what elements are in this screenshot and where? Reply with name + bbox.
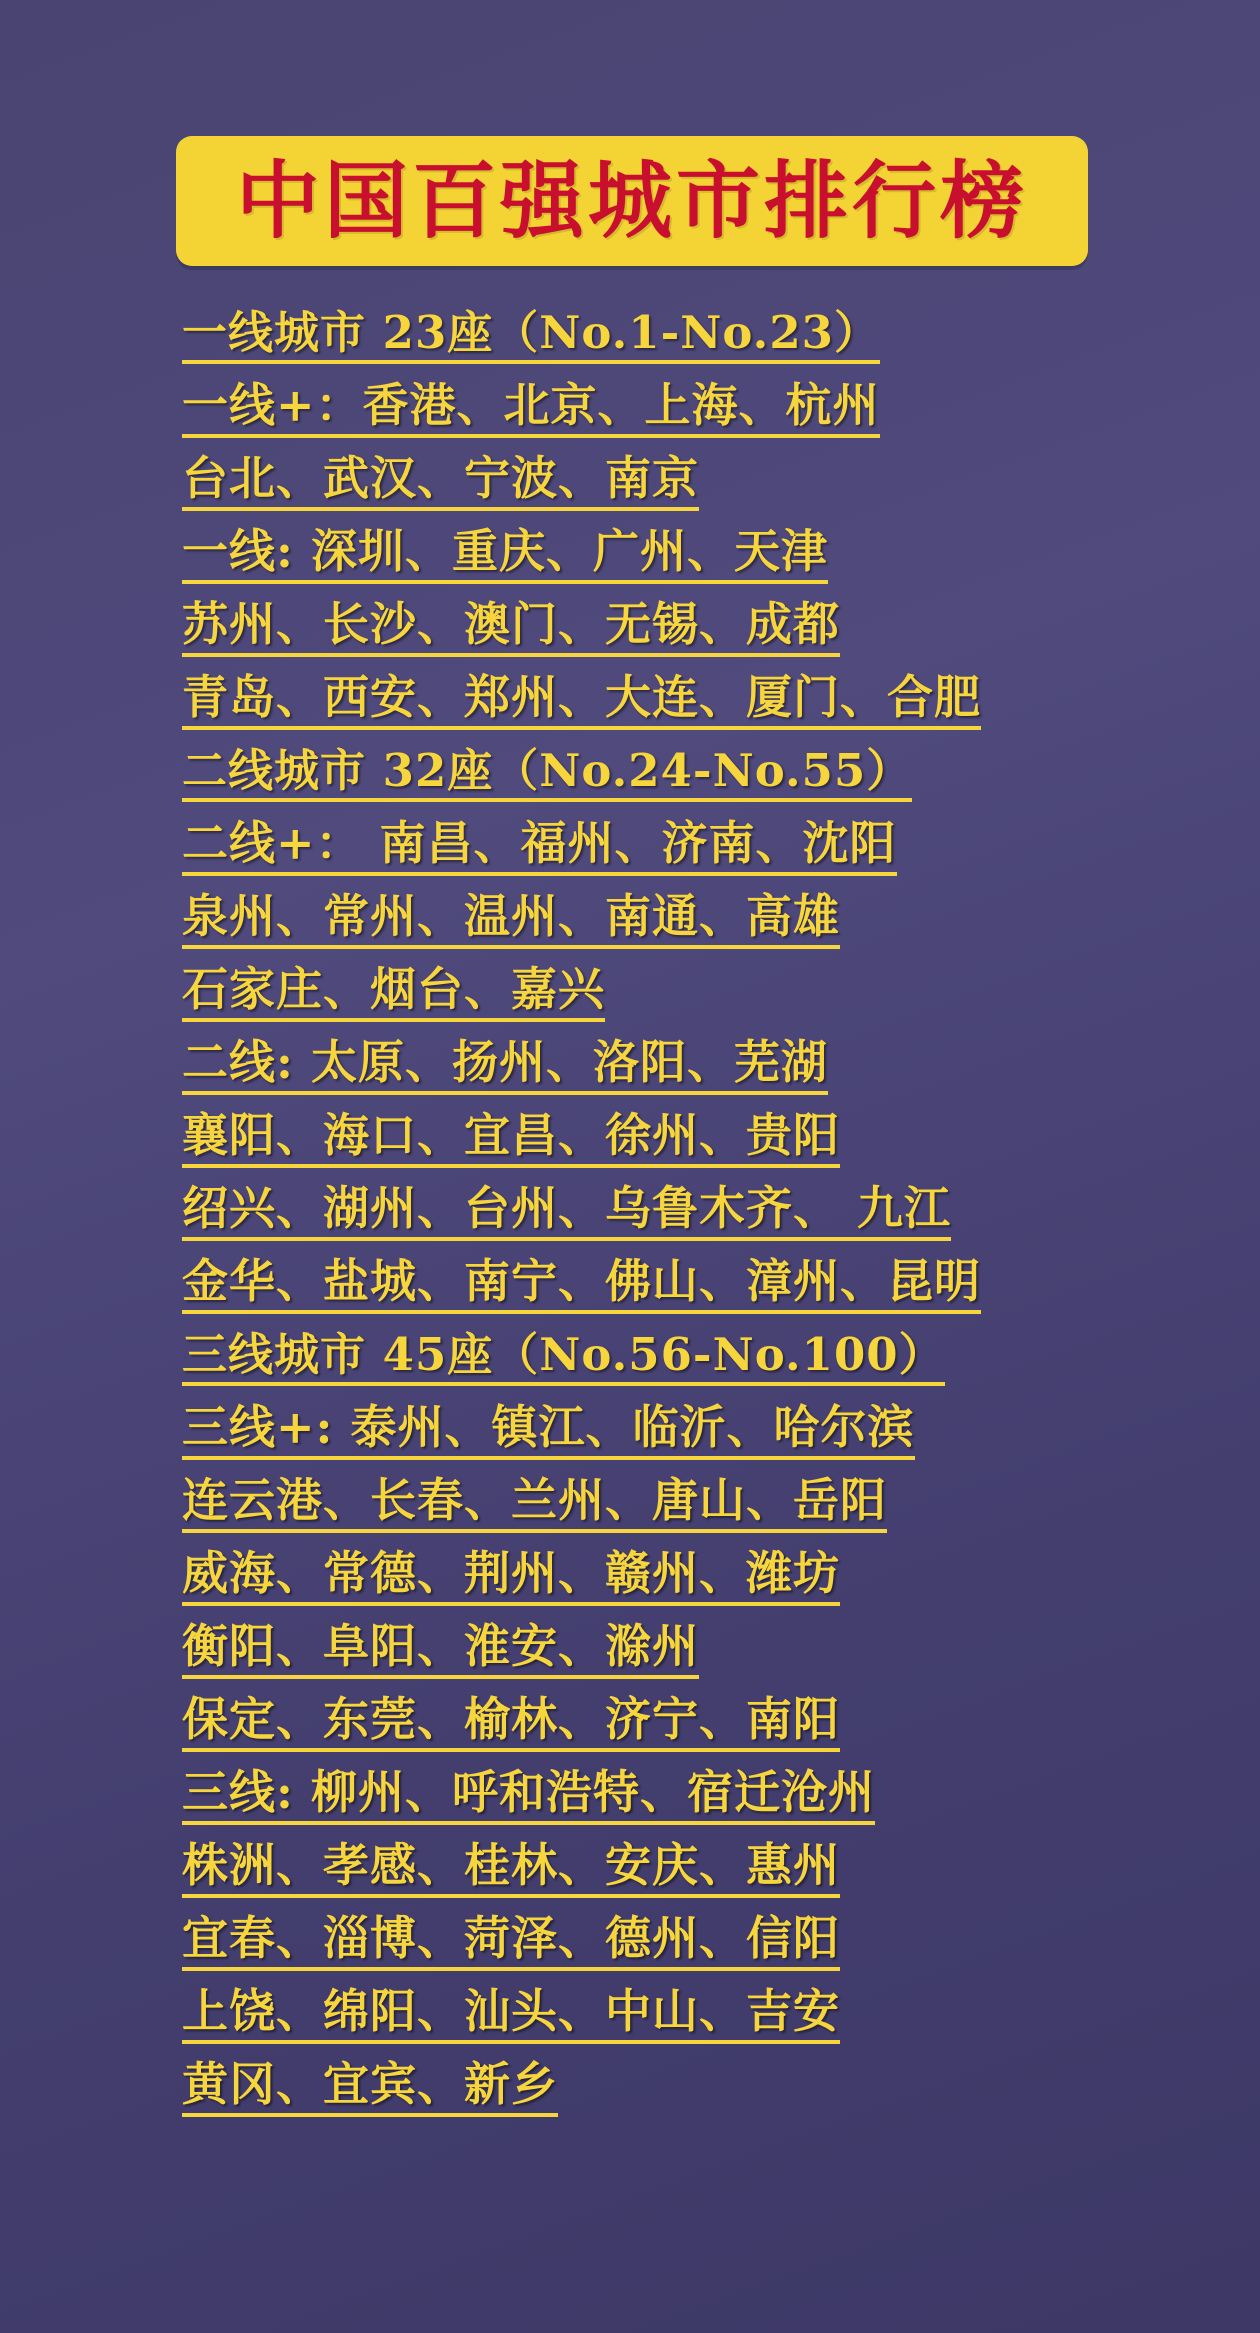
city-row-text: 三线+: 泰州、镇江、临沂、哈尔滨 [182, 1403, 915, 1459]
tier-heading-row [0, 738, 1260, 811]
city-row-text: 连云港、长春、兰州、唐山、岳阳 [182, 1476, 887, 1532]
city-row-text: 三线: 柳州、呼和浩特、宿迁沧州 [182, 1768, 875, 1824]
city-row-text: 保定、东莞、榆林、济宁、南阳 [182, 1695, 840, 1751]
city-row [0, 1760, 1260, 1833]
city-row-text: 青岛、西安、郑州、大连、厦门、合肥 [182, 673, 981, 729]
city-list [0, 300, 1260, 2125]
city-row-text: 二线: 太原、扬州、洛阳、芜湖 [182, 1038, 828, 1094]
city-row [0, 1833, 1260, 1906]
city-row [0, 1687, 1260, 1760]
city-row-text: 襄阳、海口、宜昌、徐州、贵阳 [182, 1111, 840, 1167]
city-row-text: 石家庄、烟台、嘉兴 [182, 965, 605, 1021]
city-row-text: 威海、常德、荆州、赣州、潍坊 [182, 1549, 840, 1605]
city-row [0, 1468, 1260, 1541]
city-row-text: 二线+： 南昌、福州、济南、沈阳 [182, 819, 897, 875]
title-banner [176, 136, 1088, 266]
city-row [0, 373, 1260, 446]
tier-heading-text: 一线城市 23座（No.1-No.23） [182, 309, 880, 364]
city-row-text: 金华、盐城、南宁、佛山、漳州、昆明 [182, 1257, 981, 1313]
page-title: 中国百强城市排行榜 [235, 151, 1028, 250]
tier-heading-row [0, 300, 1260, 373]
city-row-text: 宜春、淄博、菏泽、德州、信阳 [182, 1914, 840, 1970]
city-row-text: 衡阳、阜阳、淮安、滁州 [182, 1622, 699, 1678]
city-row-text: 绍兴、湖州、台州、乌鲁木齐、 九江 [182, 1184, 951, 1240]
city-row-text: 一线+：香港、北京、上海、杭州 [182, 381, 880, 437]
city-row-text: 株洲、孝感、桂林、安庆、惠州 [182, 1841, 840, 1897]
city-row [0, 1030, 1260, 1103]
city-row [0, 592, 1260, 665]
city-row [0, 2052, 1260, 2125]
city-row [0, 1395, 1260, 1468]
city-row [0, 1541, 1260, 1614]
city-row [0, 519, 1260, 592]
city-row-text: 上饶、绵阳、汕头、中山、吉安 [182, 1987, 840, 2043]
city-row [0, 1979, 1260, 2052]
city-row-text: 泉州、常州、温州、南通、高雄 [182, 892, 840, 948]
city-row [0, 446, 1260, 519]
city-row [0, 1906, 1260, 1979]
title-banner-box [176, 136, 1088, 266]
city-row [0, 884, 1260, 957]
city-row-text: 苏州、长沙、澳门、无锡、成都 [182, 600, 840, 656]
city-row [0, 1103, 1260, 1176]
city-row [0, 1176, 1260, 1249]
city-row [0, 811, 1260, 884]
tier-heading-row [0, 1322, 1260, 1395]
city-row [0, 1614, 1260, 1687]
city-row [0, 1249, 1260, 1322]
city-row [0, 957, 1260, 1030]
city-row-text: 台北、武汉、宁波、南京 [182, 454, 699, 510]
city-row-text: 一线: 深圳、重庆、广州、天津 [182, 527, 828, 583]
tier-heading-text: 三线城市 45座（No.56-No.100） [182, 1331, 945, 1386]
tier-heading-text: 二线城市 32座（No.24-No.55） [182, 747, 912, 802]
city-row [0, 665, 1260, 738]
city-row-text: 黄冈、宜宾、新乡 [182, 2060, 558, 2116]
